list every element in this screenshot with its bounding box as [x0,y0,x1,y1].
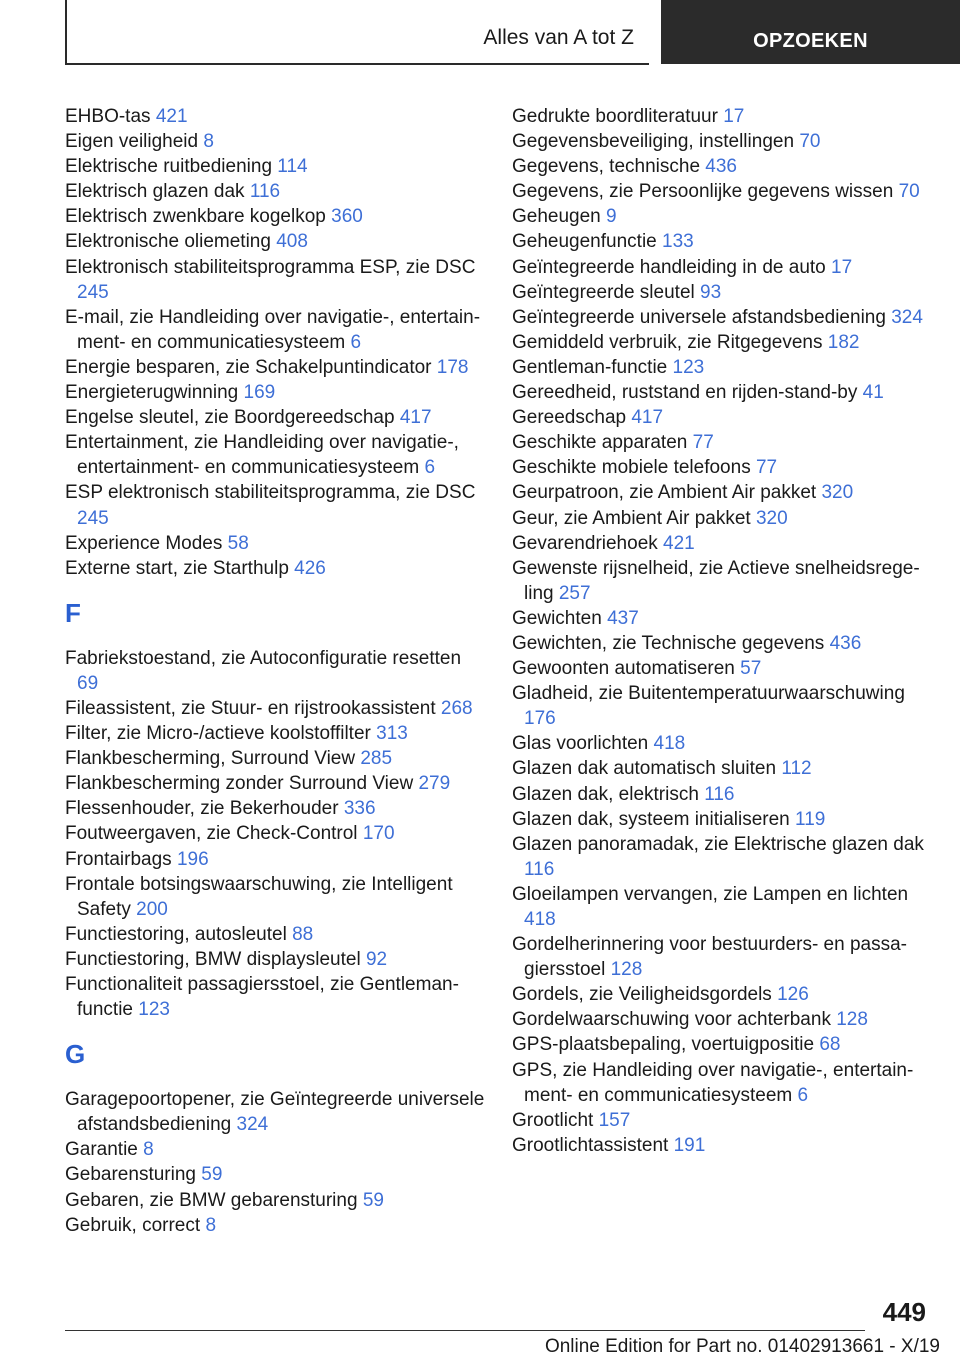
index-entry [65,1213,485,1238]
index-page-link[interactable]: 417 [631,407,664,429]
index-entry-text: Geheugen [512,206,601,228]
index-entry [512,1133,932,1158]
index-entry-text: Geschikte mobiele telefoons [512,457,751,479]
page-number: 449 [882,1297,926,1327]
index-entry [512,1058,932,1108]
index-entry-text: Engelse sleutel, zie Boordgereedschap [65,407,395,429]
index-entry [65,1137,485,1162]
index-entry [512,982,932,1007]
section-title: Alles van A tot Z [483,26,634,49]
index-page-link[interactable]: 8 [203,131,214,153]
index-entry [65,305,485,355]
index-page-link[interactable]: 17 [723,106,745,127]
index-entry-text: Elektrische ruitbediening [65,156,273,178]
index-entry-text: Gereedschap [512,407,627,429]
index-page-link[interactable]: 257 [558,582,591,604]
index-page-link[interactable]: 169 [243,382,276,404]
index-entry [512,455,932,480]
index-entry-text: Geïntegreerde universele afstandsbediening [512,306,886,328]
index-entry-text: Energie besparen, zie Schakelpuntindicator [65,356,432,378]
index-page-link[interactable]: 17 [831,256,853,278]
index-entry [512,154,932,179]
index-entry-text: Frontale botsingswaarschuwing, zie Intelligent Safety [65,873,453,920]
index-entry-text: Glas voorlichten [512,733,649,755]
index-page-link[interactable]: 408 [276,231,308,253]
index-entry [65,947,485,972]
index-page-link[interactable]: 418 [524,909,556,930]
index-entry [512,1032,932,1057]
index-entry-text: Gegevensbeveiliging, instellingen [512,131,795,153]
index-entry [65,696,485,721]
index-page-link[interactable]: 313 [376,723,408,745]
index-entry [512,229,932,254]
index-entry-text: Frontairbags [65,848,172,870]
index-page-link[interactable]: 41 [862,382,884,404]
index-entry-text: E-mail, zie Handleiding over navigatie-, entertainment- en communicatiesysteem [65,306,481,353]
index-page-link[interactable]: 119 [795,808,826,830]
index-page-link[interactable]: 8 [205,1214,217,1236]
index-entry-text: Fabriekstoestand, zie Autoconfiguratie resetten [65,647,462,669]
index-page-link[interactable]: 320 [821,482,854,504]
index-entry-text: Gereedheid, ruststand en rijden-stand-by [512,382,858,404]
index-entry-text: Elektronische oliemeting [65,231,271,253]
index-page-link[interactable]: 69 [77,672,99,694]
index-entry [65,154,485,179]
index-page-link[interactable]: 200 [136,898,168,920]
index-letter-g: G [65,1039,86,1070]
index-page-link[interactable]: 88 [292,923,314,945]
index-page-link[interactable]: 114 [277,156,308,178]
index-letter-f: F [65,597,81,628]
index-page-link[interactable]: 68 [819,1034,841,1056]
index-entry-text: Geïntegreerde handleiding in de auto [512,256,826,278]
index-page-link[interactable]: 6 [350,331,362,353]
index-entry-text: Gedrukte boordliteratuur [512,106,718,127]
index-entry [65,430,485,480]
index-entry [65,872,485,922]
index-page-link[interactable]: 77 [692,432,714,454]
index-entry [512,330,932,355]
index-entry [512,179,932,204]
index-page-link[interactable]: 421 [155,106,188,127]
index-page-link[interactable]: 57 [740,658,762,680]
index-entry-text: Gegevens, technische [512,156,701,178]
index-page-link[interactable]: 170 [362,823,395,845]
index-entry-text: Elektrisch zwenkbare kogelkop [65,206,326,228]
index-entry-text: Gebaren, zie BMW gebarensturing [65,1189,358,1211]
index-entry-text: Elektrisch glazen dak [65,181,245,203]
index-entry [512,1108,932,1133]
index-entry [65,255,485,305]
index-entry-text: Entertainment, zie Handleiding over navigatie-, entertainment- en communicatiesysteem [65,432,459,479]
index-page-link[interactable]: 437 [607,607,639,629]
index-entry [512,280,932,305]
index-entry-text: Gordels, zie Veiligheidsgordels [512,984,772,1006]
index-entry [65,796,485,821]
index-entry [65,104,485,129]
index-entry [65,1162,485,1187]
index-entry-text: Gevarendriehoek [512,532,658,554]
index-page-link[interactable]: 191 [673,1134,706,1156]
index-entry-text: Geheugenfunctie [512,231,657,253]
index-entry-text: Functiestoring, BMW displaysleutel [65,948,361,970]
index-page-link[interactable]: 123 [672,356,705,378]
index-page-link[interactable]: 58 [227,532,249,554]
index-page-link[interactable]: 116 [704,783,735,805]
index-entry-text: Flankbescherming zonder Surround View [65,773,414,795]
index-entry-text: Gewichten [512,607,602,629]
index-entry [512,1007,932,1032]
index-entry-text: Geurpatroon, zie Ambient Air pakket [512,482,817,504]
index-entry [512,681,932,731]
index-page-link[interactable]: 245 [77,281,109,303]
index-entry [65,531,485,556]
index-entry-text: Glazen dak, elektrisch [512,783,699,805]
index-entry-text: Gebarensturing [65,1164,196,1186]
index-entry [65,405,485,430]
index-entry [512,506,932,531]
index-entry-text: Geïntegreerde sleutel [512,281,695,303]
index-page-link[interactable]: 128 [610,959,643,981]
index-entry [512,531,932,556]
index-entry [65,847,485,872]
tab-opzoeken[interactable] [661,0,960,64]
index-entry [512,782,932,807]
index-page-link[interactable]: 360 [331,206,363,228]
index-entry-text: Gladheid, zie Buitentemperatuurwaarschuwing [512,683,905,705]
index-page-link[interactable]: 116 [524,858,555,880]
index-page-link[interactable]: 268 [440,697,473,719]
index-entry-text: Gemiddeld verbruik, zie Ritgegevens [512,331,823,353]
index-entry [512,129,932,154]
index-entry [65,646,485,696]
index-entry [65,229,485,254]
index-page-link[interactable]: 426 [294,557,326,579]
index-entry [512,355,932,380]
tab-label: OPZOEKEN [753,29,868,52]
index-entry-text: Grootlicht [512,1109,594,1131]
index-entry-text: Flankbescherming, Surround View [65,748,356,770]
index-page-link[interactable]: 59 [362,1189,384,1211]
footer-rule [65,1330,865,1331]
index-entry [512,380,932,405]
index-column-right [512,104,932,1158]
index-page-link[interactable]: 196 [176,848,209,870]
index-page-link[interactable]: 417 [399,407,432,429]
index-entry [512,832,932,882]
index-page-link[interactable]: 112 [781,758,812,780]
index-entry [512,606,932,631]
index-entry-text: Energieterugwinning [65,382,239,404]
index-entry-text: Gloeilampen vervangen, zie Lampen en lichten [512,883,909,905]
index-entry-text: Functionaliteit passagiersstoel, zie Gentleman-functie [65,974,459,1021]
index-entry [65,355,485,380]
index-page-link[interactable]: 336 [343,798,376,820]
index-page-link[interactable]: 157 [598,1109,631,1131]
index-page-link[interactable]: 421 [663,532,695,554]
index-page-link[interactable]: 116 [249,181,281,203]
index-entry [65,204,485,229]
index-entry-text: Geur, zie Ambient Air pakket [512,507,751,529]
index-entry-text: EHBO-tas [65,106,151,127]
index-entry-text: Glazen dak, systeem initialiseren [512,808,790,830]
index-entry [512,305,932,330]
index-entry [512,556,932,606]
index-entry [512,255,932,280]
index-entry-text: Gewoonten automatiseren [512,658,735,680]
index-entry-text: Gordelherinnering voor bestuurders- en passagiersstoel [512,934,907,981]
index-page-link[interactable]: 8 [143,1139,154,1161]
index-entry-text: Filter, zie Micro-/actieve koolstoffilter [65,723,371,745]
index-page-link[interactable]: 6 [424,457,436,479]
index-page-link[interactable]: 279 [418,773,451,795]
header-left-rule [65,0,67,64]
index-entry [65,821,485,846]
index-page-link[interactable]: 418 [653,733,686,755]
index-page-link[interactable]: 70 [898,181,920,203]
index-entry [65,1188,485,1213]
footer-edition [300,1336,940,1358]
index-page-link[interactable]: 324 [236,1114,269,1136]
index-page-link[interactable]: 6 [797,1084,809,1106]
index-entry-text: Garagepoortopener, zie Geïntegreerde universele afstandsbediening [65,1089,485,1136]
index-entry-text: Gewenste rijsnelheid, zie Actieve snelheidsregeling [512,557,920,604]
index-entry [65,721,485,746]
index-entry-text: Gordelwaarschuwing voor achterbank [512,1009,831,1031]
index-entry [65,1087,485,1137]
index-entry-text: Gegevens, zie Persoonlijke gegevens wissen [512,181,894,203]
index-entry [512,204,932,229]
index-page-link[interactable]: 93 [700,281,722,303]
index-entry [512,756,932,781]
index-entry-text: Functiestoring, autosleutel [65,923,287,945]
index-page-link[interactable]: 176 [524,708,556,730]
index-page-link[interactable]: 9 [606,206,617,228]
index-entry-text: Grootlichtassistent [512,1134,669,1156]
index-page-link[interactable]: 123 [138,999,170,1021]
index-entry [65,922,485,947]
index-page-link[interactable]: 126 [777,984,809,1006]
index-entry-text: ESP elektronisch stabiliteitsprogramma, zie DSC [65,482,476,504]
index-entry [512,807,932,832]
index-page-link[interactable]: 128 [836,1009,868,1031]
index-column-left [65,104,485,1238]
index-entry-text: GPS-plaatsbepaling, voertuigpositie [512,1034,815,1056]
index-entry [65,480,485,530]
index-page-link[interactable]: 436 [829,632,862,654]
index-page-link[interactable]: 133 [662,231,694,253]
index-entry-text: GPS, zie Handleiding over navigatie-, entertainment- en communicatiesysteem [512,1059,914,1106]
index-entry [512,631,932,656]
index-entry [512,104,932,129]
index-entry-text: Gebruik, correct [65,1214,201,1236]
index-entry-text: Externe start, zie Starthulp [65,557,289,579]
index-entry-text: Garantie [65,1139,138,1161]
index-entry-text: Experience Modes [65,532,223,554]
index-entry [65,556,485,581]
index-entry [512,656,932,681]
index-entry-text: Glazen panoramadak, zie Elektrische glazen dak [512,833,924,855]
index-page-link[interactable]: 92 [365,948,388,970]
index-entry [512,882,932,932]
index-page-link[interactable]: 285 [360,748,393,770]
index-page-link[interactable]: 77 [755,457,778,479]
index-entry [65,746,485,771]
index-entry-text: Gentleman-functie [512,356,668,378]
index-entry-text: Eigen veiligheid [65,131,199,153]
index-entry [512,932,932,982]
index-page-link[interactable]: 178 [436,356,469,378]
index-entry [512,480,932,505]
header-bottom-rule [65,63,649,65]
index-entry [512,405,932,430]
index-entry-text: Elektronisch stabiliteitsprogramma ESP, zie DSC [65,256,476,278]
index-page-link[interactable]: 59 [201,1164,223,1186]
index-entry-text: Flessenhouder, zie Bekerhouder [65,798,339,820]
index-page-link[interactable]: 182 [827,331,860,353]
index-page-link[interactable]: 320 [755,507,788,529]
index-entry-text: Gewichten, zie Technische gegevens [512,632,825,654]
index-page-link[interactable]: 70 [799,131,821,153]
index-page-link[interactable]: 324 [891,306,923,328]
index-entry [512,731,932,756]
index-entry-text: Foutweergaven, zie Check-Control [65,823,358,845]
index-entry [512,430,932,455]
index-entry [65,972,485,1022]
footer-edition-text: Online Edition for Part no. 01402913661 - X/19 [544,1336,940,1357]
index-entry-text: Geschikte apparaten [512,432,688,454]
index-entry-text: Glazen dak automatisch sluiten [512,758,777,780]
index-entry [65,129,485,154]
index-entry-text: Fileassistent, zie Stuur- en rijstrookassistent [65,697,436,719]
index-entry [65,179,485,204]
index-entry [65,380,485,405]
index-page-link[interactable]: 436 [705,156,737,178]
index-page-link[interactable]: 245 [77,507,109,529]
index-entry [65,771,485,796]
